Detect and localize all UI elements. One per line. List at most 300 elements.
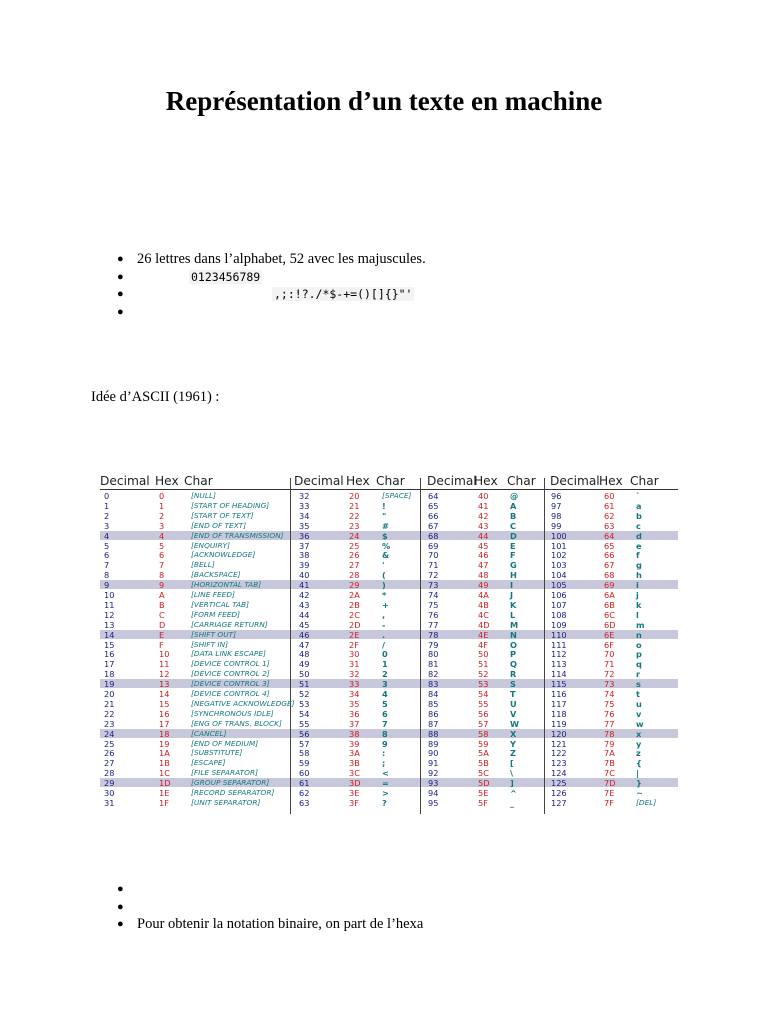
hex-cell: 3: [159, 520, 165, 531]
hex-cell: 2A: [349, 590, 360, 600]
char-cell: [NEGATIVE ACKNOWLEDGE]: [191, 698, 295, 708]
list-item: [117, 899, 423, 917]
hex-cell: 56: [478, 708, 489, 719]
decimal-cell: 40: [299, 570, 310, 581]
header-hex: Hex: [474, 474, 498, 488]
char-cell: k: [636, 599, 642, 610]
char-cell: X: [510, 728, 517, 739]
hex-cell: 79: [604, 738, 615, 749]
char-cell: $: [382, 530, 388, 541]
decimal-cell: 107: [551, 599, 567, 610]
hex-cell: 26: [349, 550, 360, 561]
decimal-cell: 78: [428, 629, 439, 640]
decimal-cell: 5: [104, 540, 110, 551]
hex-cell: 5B: [478, 758, 489, 769]
header-char: Char: [376, 474, 405, 488]
decimal-cell: 58: [299, 748, 310, 759]
char-cell: [DEVICE CONTROL 2]: [191, 669, 270, 679]
char-cell: [GROUP SEPARATOR]: [191, 778, 270, 788]
decimal-cell: 108: [551, 609, 567, 620]
char-cell: E: [510, 540, 516, 551]
char-cell: [HORIZONTAL TAB]: [191, 580, 262, 590]
hex-cell: 1B: [159, 758, 170, 769]
char-cell: &: [382, 550, 390, 561]
hex-cell: 35: [349, 698, 360, 709]
char-cell: p: [636, 649, 642, 660]
hex-cell: 66: [604, 550, 615, 561]
hex-cell: 5C: [478, 768, 489, 779]
decimal-cell: 95: [428, 797, 439, 808]
char-cell: *: [382, 590, 387, 600]
hex-cell: 12: [159, 669, 170, 680]
hex-cell: 3F: [349, 797, 359, 808]
hex-cell: 71: [604, 659, 615, 670]
decimal-cell: 50: [299, 669, 310, 680]
decimal-cell: 60: [299, 768, 310, 779]
char-cell: G: [510, 560, 517, 571]
decimal-cell: 123: [551, 758, 567, 769]
hex-cell: 48: [478, 570, 489, 581]
bullet-icon: ●: [117, 883, 124, 895]
hex-cell: 1: [159, 500, 165, 511]
hex-cell: 32: [349, 669, 360, 680]
decimal-cell: 53: [299, 698, 310, 709]
header-rule: [100, 489, 678, 490]
hex-cell: 11: [159, 659, 170, 670]
char-cell: 8: [382, 728, 388, 739]
hex-cell: 18: [159, 728, 170, 739]
decimal-cell: 90: [428, 748, 439, 759]
hex-cell: 13: [159, 679, 170, 690]
decimal-cell: 70: [428, 550, 439, 561]
char-cell: T: [510, 689, 516, 699]
char-cell: a: [636, 500, 642, 511]
hex-cell: 49: [478, 580, 489, 591]
decimal-cell: 33: [299, 500, 310, 511]
decimal-cell: 85: [428, 698, 439, 709]
char-cell: (: [382, 570, 386, 581]
char-cell: b: [636, 510, 642, 521]
decimal-cell: 51: [299, 679, 310, 690]
decimal-cell: 112: [551, 649, 567, 660]
hex-cell: 46: [478, 550, 489, 561]
column-separator: [544, 478, 545, 814]
char-cell: K: [510, 599, 517, 610]
hex-cell: 33: [349, 679, 360, 690]
highlight-row: [100, 531, 678, 540]
hex-cell: 3D: [349, 778, 361, 789]
hex-cell: 72: [604, 669, 615, 680]
hex-cell: 20: [349, 491, 360, 501]
bullet-icon: ●: [117, 918, 124, 930]
decimal-cell: 3: [104, 520, 110, 531]
char-cell: =: [382, 778, 389, 789]
decimal-cell: 71: [428, 560, 439, 571]
hex-cell: 3E: [349, 788, 360, 798]
decimal-cell: 1: [104, 500, 110, 511]
char-cell: [SYNCHRONOUS IDLE]: [191, 708, 274, 718]
hex-cell: 7C: [604, 768, 615, 779]
header-hex: Hex: [346, 474, 370, 488]
hex-cell: 45: [478, 540, 489, 551]
decimal-cell: 68: [428, 530, 439, 541]
decimal-cell: 54: [299, 708, 310, 719]
decimal-cell: 72: [428, 570, 439, 581]
decimal-cell: 66: [428, 510, 439, 521]
header-decimal: Decimal: [427, 474, 477, 488]
punctuation-code: ,;:!?./*$-+=()[]{}"': [274, 287, 413, 301]
char-cell: d: [636, 530, 642, 541]
decimal-cell: 16: [104, 649, 115, 660]
hex-cell: 70: [604, 649, 615, 660]
hex-cell: 63: [604, 520, 615, 531]
decimal-cell: 20: [104, 689, 115, 699]
decimal-cell: 113: [551, 659, 567, 670]
char-cell: [BACKSPACE]: [191, 570, 241, 580]
hex-cell: 24: [349, 530, 360, 541]
char-cell: .: [382, 629, 386, 640]
char-cell: 9: [382, 738, 388, 749]
char-cell: [ENQUIRY]: [191, 540, 231, 550]
decimal-cell: 23: [104, 718, 115, 729]
decimal-cell: 75: [428, 599, 439, 610]
decimal-cell: 30: [104, 788, 115, 798]
decimal-cell: 38: [299, 550, 310, 561]
char-cell: [START OF HEADING]: [191, 500, 270, 510]
char-cell: [END OF TRANSMISSION]: [191, 530, 284, 540]
decimal-cell: 57: [299, 738, 310, 749]
list-item-text: Pour obtenir la notation binaire, on part de l’hexa: [137, 916, 424, 932]
hex-cell: 22: [349, 510, 360, 521]
hex-cell: 31: [349, 659, 360, 670]
decimal-cell: 63: [299, 797, 310, 808]
decimal-cell: 88: [428, 728, 439, 739]
decimal-cell: 45: [299, 619, 310, 630]
char-cell: M: [510, 619, 519, 630]
hex-cell: 23: [349, 520, 360, 531]
highlight-row: [100, 679, 678, 688]
char-cell: `: [636, 491, 641, 501]
decimal-cell: 26: [104, 748, 115, 759]
decimal-cell: 82: [428, 669, 439, 680]
char-cell: [DEVICE CONTROL 3]: [191, 679, 270, 689]
hex-cell: 5: [159, 540, 165, 551]
char-cell: [START OF TEXT]: [191, 510, 254, 520]
char-cell: x: [636, 728, 642, 739]
decimal-cell: 4: [104, 530, 110, 541]
decimal-cell: 9: [104, 580, 110, 591]
char-cell: [NULL]: [191, 491, 216, 500]
char-cell: [ACKNOWLEDGE]: [191, 550, 256, 560]
char-cell: [LINE FEED]: [191, 590, 235, 599]
hex-cell: 28: [349, 570, 360, 581]
decimal-cell: 34: [299, 510, 310, 521]
hex-cell: 2: [159, 510, 165, 521]
decimal-cell: 24: [104, 728, 115, 739]
decimal-cell: 49: [299, 659, 310, 670]
header-char: Char: [630, 474, 659, 488]
header-decimal: Decimal: [100, 474, 150, 488]
bullet-icon: ●: [117, 305, 124, 318]
hex-cell: 8: [159, 570, 165, 581]
hex-cell: 59: [478, 738, 489, 749]
decimal-cell: 115: [551, 679, 567, 690]
char-cell: >: [382, 788, 389, 798]
header-decimal: Decimal: [294, 474, 344, 488]
hex-cell: 9: [159, 580, 165, 591]
char-cell: [FORM FEED]: [191, 609, 240, 619]
char-cell: c: [636, 520, 641, 531]
hex-cell: 6E: [604, 629, 615, 640]
hex-cell: A: [159, 590, 165, 600]
char-cell: |: [636, 768, 639, 779]
hex-cell: 21: [349, 500, 360, 511]
hex-cell: 53: [478, 679, 489, 690]
char-cell: ;: [382, 758, 386, 769]
decimal-cell: 109: [551, 619, 567, 630]
char-cell: C: [510, 520, 517, 531]
hex-cell: 1F: [159, 797, 169, 808]
hex-cell: 4B: [478, 599, 489, 610]
decimal-cell: 46: [299, 629, 310, 640]
char-cell: f: [636, 550, 640, 561]
decimal-cell: 89: [428, 738, 439, 749]
hex-cell: 1C: [159, 768, 170, 779]
decimal-cell: 104: [551, 570, 567, 581]
decimal-cell: 83: [428, 679, 439, 690]
decimal-cell: 11: [104, 599, 115, 610]
hex-cell: 27: [349, 560, 360, 571]
char-cell: e: [636, 540, 642, 551]
char-cell: 7: [382, 718, 388, 729]
ascii-intro-paragraph: Idée d’ASCII (1961) :: [91, 389, 220, 405]
hex-cell: 2C: [349, 609, 360, 620]
decimal-cell: 13: [104, 619, 115, 630]
list-item: [117, 304, 426, 322]
decimal-cell: 32: [299, 491, 310, 501]
char-cell: P: [510, 649, 517, 660]
decimal-cell: 99: [551, 520, 562, 531]
decimal-cell: 125: [551, 778, 567, 789]
char-cell: B: [510, 510, 517, 521]
char-cell: w: [636, 718, 644, 729]
decimal-cell: 117: [551, 698, 567, 709]
hex-cell: 60: [604, 491, 615, 501]
hex-cell: 78: [604, 728, 615, 739]
hex-cell: 10: [159, 649, 170, 660]
decimal-cell: 127: [551, 797, 567, 808]
char-cell: [CARRIAGE RETURN]: [191, 619, 268, 629]
char-cell: A: [510, 500, 517, 511]
hex-cell: 19: [159, 738, 170, 749]
hex-cell: 0: [159, 491, 165, 501]
hex-cell: 6C: [604, 609, 615, 620]
char-cell: Z: [510, 748, 516, 759]
hex-cell: 15: [159, 698, 170, 709]
header-decimal: Decimal: [550, 474, 600, 488]
bullet-icon: ●: [117, 270, 124, 283]
bullet-list-top: [117, 251, 426, 321]
header-hex: Hex: [599, 474, 623, 488]
header-char: Char: [507, 474, 536, 488]
decimal-cell: 126: [551, 788, 567, 798]
char-cell: [DEL]: [636, 797, 657, 807]
hex-cell: 55: [478, 698, 489, 709]
hex-cell: 43: [478, 520, 489, 531]
decimal-cell: 111: [551, 639, 567, 650]
decimal-cell: 102: [551, 550, 567, 561]
hex-cell: 17: [159, 718, 170, 729]
decimal-cell: 62: [299, 788, 310, 798]
hex-cell: B: [159, 599, 165, 610]
hex-cell: C: [159, 609, 165, 620]
hex-cell: 36: [349, 708, 360, 719]
bullet-icon: ●: [117, 900, 124, 913]
hex-cell: 3C: [349, 768, 360, 779]
hex-cell: 3A: [349, 748, 360, 759]
char-cell: [SUBSTITUTE]: [191, 748, 243, 758]
bullet-icon: ●: [117, 253, 124, 265]
decimal-cell: 118: [551, 708, 567, 719]
decimal-cell: 116: [551, 689, 567, 699]
decimal-cell: 114: [551, 669, 567, 680]
hex-cell: 6F: [604, 639, 614, 650]
hex-cell: 67: [604, 560, 615, 571]
char-cell: t: [636, 689, 640, 699]
decimal-cell: 22: [104, 708, 115, 719]
hex-cell: 7E: [604, 788, 615, 798]
hex-cell: 50: [478, 649, 489, 660]
char-cell: u: [636, 698, 642, 709]
hex-cell: 44: [478, 530, 489, 541]
char-cell: ": [382, 510, 387, 521]
decimal-cell: 121: [551, 738, 567, 749]
hex-cell: 4: [159, 530, 165, 541]
hex-cell: 4F: [478, 639, 488, 650]
hex-cell: 73: [604, 679, 615, 690]
char-cell: [VERTICAL TAB]: [191, 599, 249, 609]
decimal-cell: 41: [299, 580, 310, 591]
decimal-cell: 19: [104, 679, 115, 690]
decimal-cell: 67: [428, 520, 439, 531]
char-cell: }: [636, 778, 642, 789]
decimal-cell: 10: [104, 590, 115, 600]
highlight-row: [100, 778, 678, 787]
char-cell: J: [510, 590, 514, 600]
decimal-cell: 93: [428, 778, 439, 789]
bullet-list-bottom: [117, 881, 423, 934]
decimal-cell: 47: [299, 639, 310, 650]
decimal-cell: 96: [551, 491, 562, 501]
char-cell: O: [510, 639, 517, 650]
decimal-cell: 84: [428, 689, 439, 699]
char-cell: m: [636, 619, 645, 630]
decimal-cell: 25: [104, 738, 115, 749]
decimal-cell: 77: [428, 619, 439, 630]
hex-cell: 5D: [478, 778, 490, 789]
decimal-cell: 21: [104, 698, 115, 709]
char-cell: [ENG OF TRANS. BLOCK]: [191, 718, 282, 728]
hex-cell: 5E: [478, 788, 489, 798]
char-cell: [RECORD SEPARATOR]: [191, 788, 275, 797]
hex-cell: 16: [159, 708, 170, 719]
hex-cell: 74: [604, 689, 615, 699]
char-cell: [DEVICE CONTROL 1]: [191, 659, 270, 669]
hex-cell: 6D: [604, 619, 616, 630]
highlight-row: [100, 729, 678, 738]
hex-cell: F: [159, 639, 164, 650]
char-cell: i: [636, 580, 639, 591]
header-char: Char: [184, 474, 213, 488]
digits-code: 0123456789: [191, 269, 261, 284]
hex-cell: 1D: [159, 778, 171, 789]
decimal-cell: 110: [551, 629, 567, 640]
hex-cell: 62: [604, 510, 615, 521]
decimal-cell: 105: [551, 580, 567, 591]
hex-cell: 54: [478, 689, 489, 699]
hex-cell: 61: [604, 500, 615, 511]
hex-cell: 30: [349, 649, 360, 660]
char-cell: [CANCEL]: [191, 728, 227, 738]
decimal-cell: 106: [551, 590, 567, 600]
decimal-cell: 94: [428, 788, 439, 798]
decimal-cell: 101: [551, 540, 567, 551]
hex-cell: 52: [478, 669, 489, 680]
char-cell: Q: [510, 659, 517, 670]
char-cell: ,: [382, 609, 386, 620]
decimal-cell: 73: [428, 580, 439, 591]
decimal-cell: 0: [104, 491, 110, 501]
highlight-row: [100, 580, 678, 589]
decimal-cell: 80: [428, 649, 439, 660]
char-cell: D: [510, 530, 517, 541]
decimal-cell: 12: [104, 609, 115, 620]
hex-cell: 2B: [349, 599, 360, 610]
decimal-cell: 69: [428, 540, 439, 551]
char-cell: 6: [382, 708, 388, 719]
hex-cell: 7B: [604, 758, 615, 769]
hex-cell: 38: [349, 728, 360, 739]
hex-cell: 77: [604, 718, 615, 729]
hex-cell: 58: [478, 728, 489, 739]
column-separator: [420, 478, 421, 814]
decimal-cell: 15: [104, 639, 115, 650]
char-cell: +: [382, 599, 389, 610]
decimal-cell: 81: [428, 659, 439, 670]
char-cell: V: [510, 708, 517, 719]
hex-cell: 2F: [349, 639, 359, 650]
hex-cell: 6: [159, 550, 165, 561]
char-cell: -: [382, 619, 386, 630]
char-cell: L: [510, 609, 516, 620]
decimal-cell: 18: [104, 669, 115, 680]
list-item: [117, 269, 426, 287]
decimal-cell: 37: [299, 540, 310, 551]
hex-cell: 1E: [159, 788, 170, 798]
decimal-cell: 56: [299, 728, 310, 739]
hex-cell: 75: [604, 698, 615, 709]
list-item-text: 26 lettres dans l’alphabet, 52 avec les majuscules.: [137, 251, 426, 267]
char-cell: 1: [382, 659, 388, 670]
hex-cell: 4E: [478, 629, 489, 640]
decimal-cell: 39: [299, 560, 310, 571]
decimal-cell: 2: [104, 510, 110, 521]
char-cell: 4: [382, 689, 388, 699]
char-cell: R: [510, 669, 517, 680]
decimal-cell: 14: [104, 629, 115, 640]
char-cell: l: [636, 609, 639, 620]
decimal-cell: 97: [551, 500, 562, 511]
